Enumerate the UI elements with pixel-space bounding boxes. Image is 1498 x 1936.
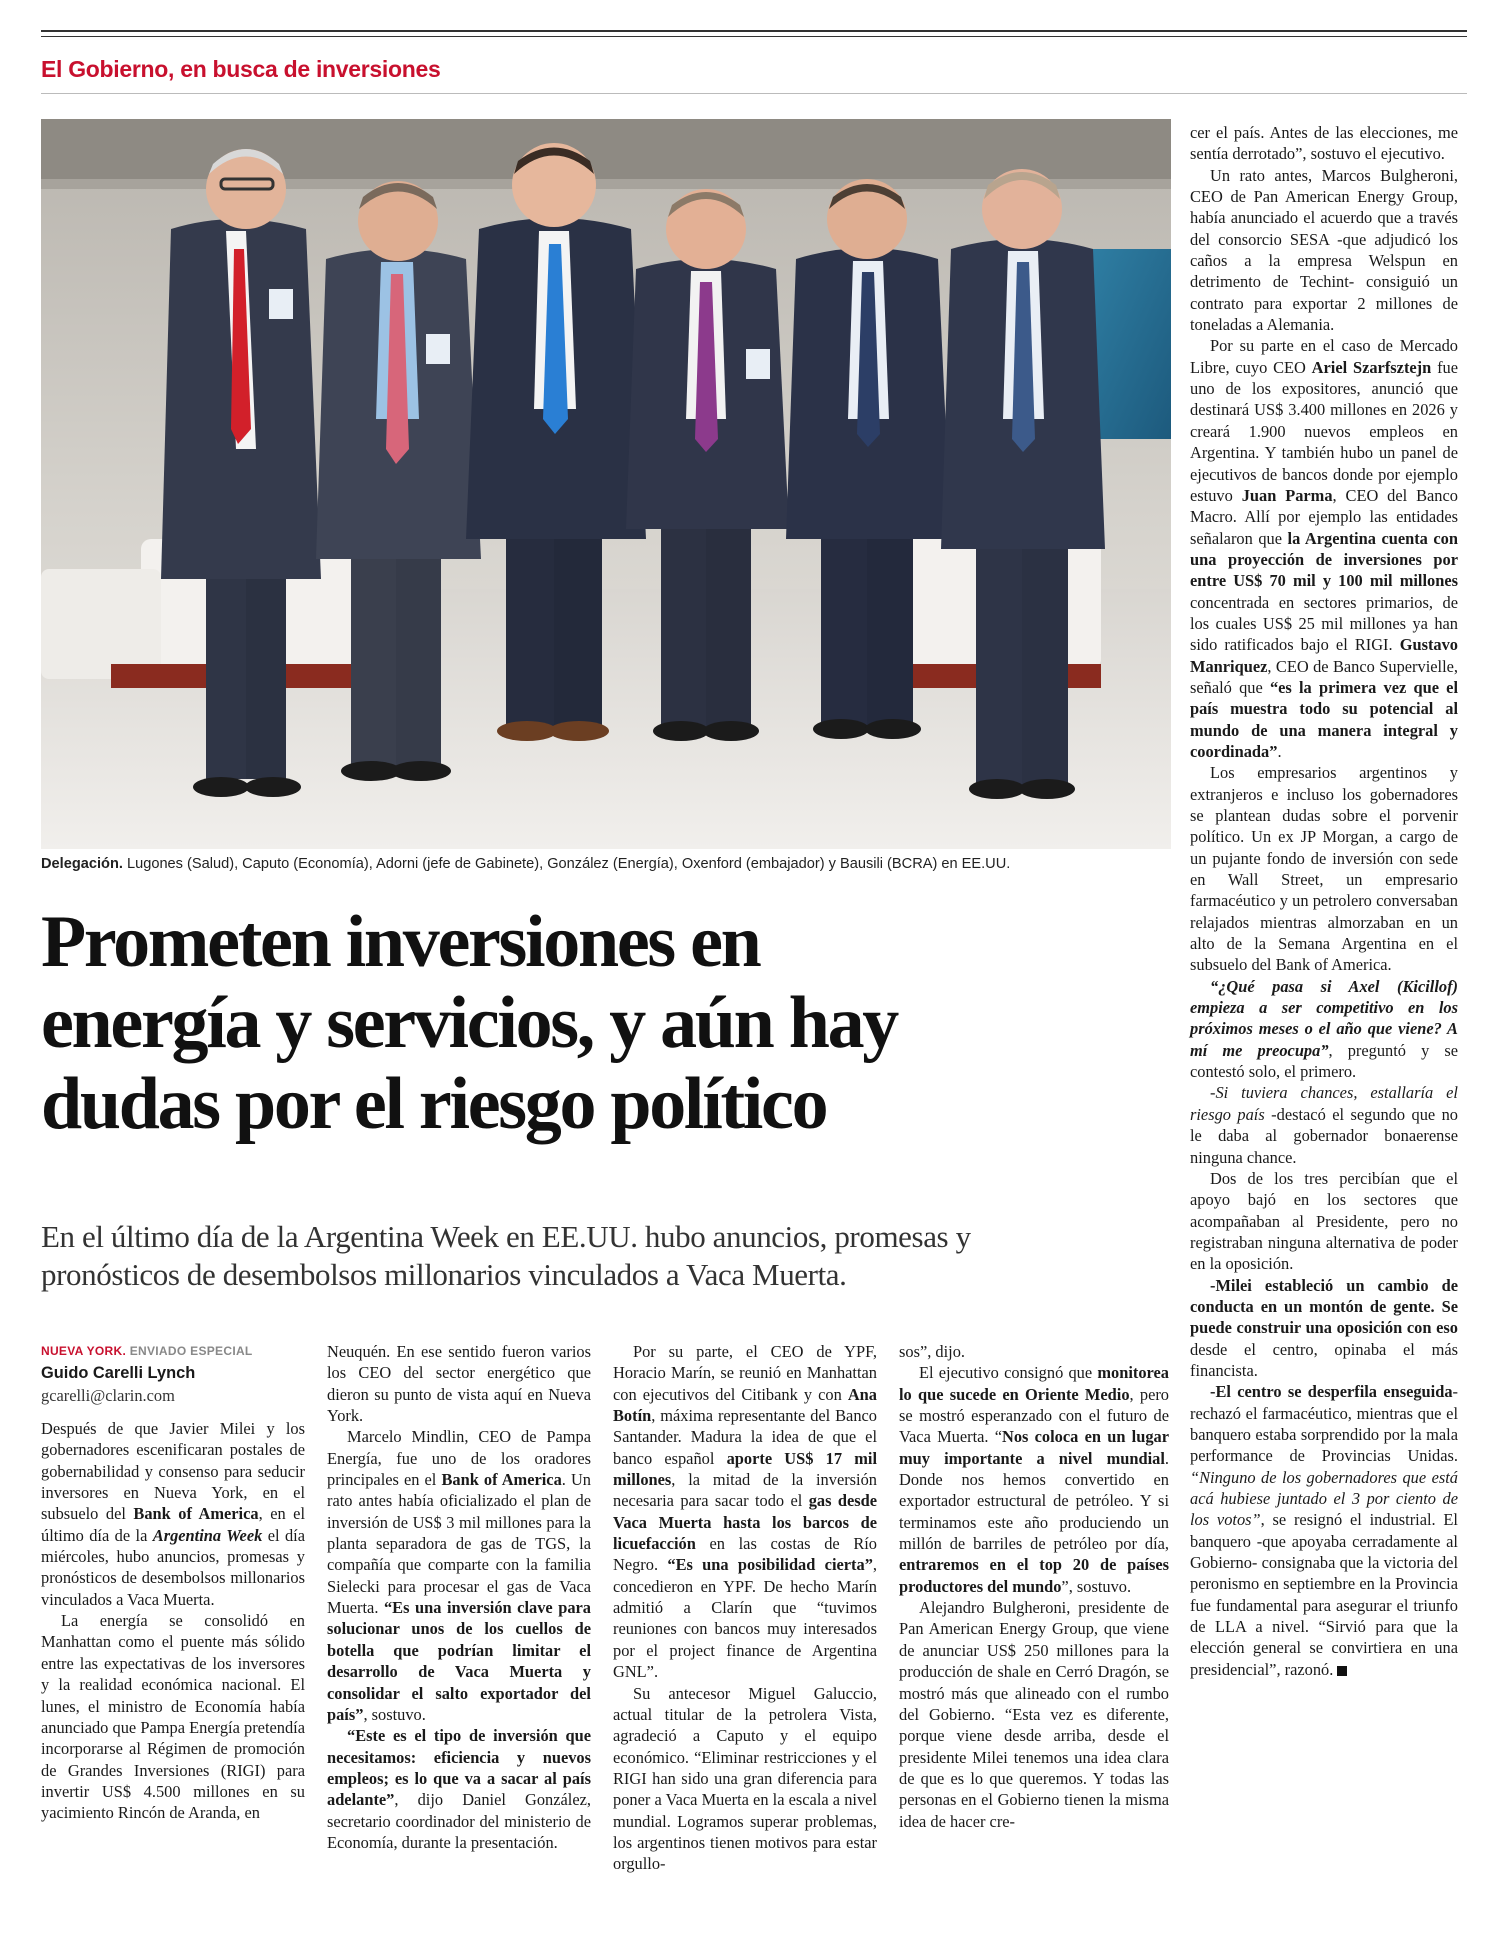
dek-line-1: En el último día de la Argentina Week en EE.UU. hubo anuncios, promesas y [41, 1219, 971, 1254]
paragraph: -El centro se desperfila enseguida- rechazó el farmacéutico, mientras que el banquero estaba sorprendido por la mala performance de Provincias Unidas. “Ninguno de los gobernadores que está acá hubiese juntado el 3 por ciento de los votos”, se resignó el industrial. El banquero -que apoyaba cerradamente al Gobierno- consignaba que la victoria del peronismo en septiembre en la Provincia fue fundamental para asegurar el triunfo de LLA a nivel. “Sirvió para que la elección general se convirtiera en una presidencial”, razonó. [1190, 1382, 1458, 1679]
paragraph: Un rato antes, Marcos Bulgheroni, CEO de Pan American Energy Group, había anunciado el acuerdo que a través del consorcio SESA -que adjudicó los caños a la empresa Welspun en detrimento de Techint- consiguió un contrato para exportar 2 millones de toneladas a Alemania. [1190, 165, 1458, 335]
caption-text: Lugones (Salud), Caputo (Economía), Adorni (jefe de Gabinete), González (Energía), Oxenford (embajador) y Bausili (BCRA) en EE.UU. [122, 856, 1011, 872]
top-rule-thin [41, 36, 1467, 37]
byline-tag [41, 1341, 305, 1362]
body-column-4 [899, 1341, 1169, 1832]
paragraph: -Milei estableció un cambio de conducta en un montón de gente. Se puede construir una oposición con eso desde el centro, opinaba el más financista. [1190, 1275, 1458, 1380]
section-rule [41, 93, 1467, 94]
paragraph: sos”, dijo. [899, 1342, 966, 1361]
paragraph: Dos de los tres percibían que el apoyo bajó en los sectores que acompañaban al Presidente, pero no registraban ninguna alternativa de poder en la oposición. [1190, 1168, 1458, 1274]
paragraph: cer el país. Antes de las elecciones, me sentía derrotado”, sostuvo el ejecutivo. [1190, 123, 1458, 164]
headline-line-3: dudas por el riesgo político [41, 1063, 827, 1145]
paragraph: Los empresarios argentinos y extranjeros e incluso los gobernadores se plantean dudas sobre el porvenir político. Un ex JP Morgan, a cargo de un pujante fondo de inversión con sede en Wall Street, un empresario farmacéutico y un petrolero conversaban relajados mientras almorzaban en un alto de la Semana Argentina en el subsuelo del Bank of America. [1190, 763, 1458, 975]
paragraph: Por su parte, el CEO de YPF, Horacio Marín, se reunió en Manhattan con ejecutivos del Citibank y con Ana Botín, máxima representante del Banco Santander. Madura la idea de que el banco español aporte US$ 17 mil millones, la mitad de la inversión necesaria para sacar todo el gas desde Vaca Muerta hasta los barcos de licuefacción en las costas de Río Negro. “Es una posibilidad cierta”, concedieron en YPF. De hecho Marín admitió a Clarín que “tuvimos reuniones con bancos muy interesados por el project finance de Argentina GNL”. [613, 1342, 878, 1682]
paragraph: La energía se consolidó en Manhattan como el puente más sólido entre las expectativas de los inversores y la realidad económica nacional. El lunes, el ministro de Economía había anunciado que Pampa Energía pretendía incorporarse al Régimen de promoción de Grandes Inversiones (RIGI) para invertir US$ 4.500 millones en su yacimiento Rincón de Aranda, en [41, 1611, 305, 1823]
body-column-5 [1190, 122, 1458, 1680]
headline [41, 902, 1181, 1145]
delegation-photo [41, 119, 1171, 849]
paragraph: Después de que Javier Milei y los gobernadores escenificaran postales de gobernabilidad y consenso para seducir inversores en Nueva York, en el subsuelo del Bank of America, en el último día de la Argentina Week el día miércoles, hubo anuncios, promesas y pronósticos de desembolsos millonarios vinculados a Vaca Muerta. [41, 1419, 305, 1609]
dek [41, 1218, 1181, 1294]
byline-role: ENVIADO ESPECIAL [126, 1344, 253, 1358]
end-mark [1337, 1666, 1347, 1676]
byline-email: gcarelli@clarin.com [41, 1385, 175, 1405]
dek-line-2: pronósticos de desembolsos millonarios vinculados a Vaca Muerta. [41, 1257, 847, 1292]
paragraph: -Si tuviera chances, estallaría el riesgo país -destacó el segundo que no le daba al gobernador bonaerense ninguna chance. [1190, 1083, 1458, 1167]
headline-line-2: energía y servicios, y aún hay [41, 982, 897, 1064]
top-rule [41, 30, 1467, 32]
paragraph: El ejecutivo consignó que monitorea lo que sucede en Oriente Medio, pero se mostró esperanzado con el futuro de Vaca Muerta. “Nos coloca en un lugar muy importante a nivel mundial. Donde nos hemos convertido en exportador estructural de petróleo. Y si terminamos este año produciendo un millón de barriles de petróleo por día, entraremos en el top 20 de países productores del mundo”, sostuvo. [899, 1363, 1169, 1596]
photo-caption [41, 856, 1176, 872]
headline-line-1: Prometen inversiones en [41, 901, 760, 983]
body-column-1 [41, 1341, 305, 1824]
byline-place: NUEVA YORK. [41, 1344, 127, 1358]
paragraph: “¿Qué pasa si Axel (Kicillof) empieza a ser competitivo en los próximos meses o el año que viene? A mí me preocupa”, preguntó y se contestó solo, el primero. [1190, 976, 1458, 1082]
byline-author: Guido Carelli Lynch [41, 1364, 196, 1383]
paragraph: “Este es el tipo de inversión que necesitamos: eficiencia y nuevos empleos; es lo que va a sacar al país adelante”, dijo Daniel González, secretario coordinador del ministerio de Economía, durante la presentación. [327, 1726, 591, 1852]
paragraph: Alejandro Bulgheroni, presidente de Pan American Energy Group, que viene de anunciar US$ 250 millones para la producción de shale en Cerró Dragón, se mostró más que alineado con el rumbo del Gobierno. “Esta vez es diferente, porque viene desde arriba, desde el presidente Milei tenemos una idea clara de que es lo que queremos. Y todas las personas en el Gobierno tienen la misma idea de hacer cre- [899, 1598, 1169, 1831]
paragraph: Marcelo Mindlin, CEO de Pampa Energía, fue uno de los oradores principales en el Bank of America. Un rato antes había oficializado el plan de inversión de US$ 3 mil millones para la planta separadora de gas de TGS, la compañía que comparte con la familia Sielecki para procesar el gas de Vaca Muerta. “Es una inversión clave para solucionar unos de los cuellos de botella que podrían limitar el desarrollo de Vaca Muerta y consolidar el salto exportador del país”, sostuvo. [327, 1427, 591, 1724]
paragraph: Su antecesor Miguel Galuccio, actual titular de la petrolera Vista, agradeció a Caputo y el equipo económico. “Eliminar restricciones y el RIGI han sido una gran diferencia para poner a Vaca Muerta en la escala a nivel mundial. Logramos superar problemas, los argentinos tienen motivos para estar orgullo- [613, 1683, 877, 1874]
caption-lead: Delegación. [41, 856, 123, 872]
paragraph: Por su parte en el caso de Mercado Libre, cuyo CEO Ariel Szarfsztejn fue uno de los expositores, anunció que destinará US$ 3.400 millones en 2026 y creará 1.900 nuevos empleos en Argentina. Y también hubo un panel de ejecutivos de bancos donde por ejemplo estuvo Juan Parma, CEO del Banco Macro. Allí por ejemplo las entidades señalaron que la Argentina cuenta con una proyección de inversiones por entre US$ 70 mil y 100 mil millones concentrada en sectores primarios, de los cuales US$ 25 mil millones ya han sido ratificados bajo el RIGI. Gustavo Manriquez, CEO de Banco Supervielle, señaló que “es la primera vez que el país muestra todo su potencial al mundo de una manera integral y coordinada”. [1190, 336, 1459, 761]
body-column-2 [327, 1341, 591, 1853]
body-column-3 [613, 1341, 877, 1875]
paragraph: Neuquén. En ese sentido fueron varios los CEO del sector energético que dieron su punto de vista aquí en Nueva York. [327, 1342, 591, 1426]
section-tag: El Gobierno, en busca de inversiones [41, 56, 441, 82]
